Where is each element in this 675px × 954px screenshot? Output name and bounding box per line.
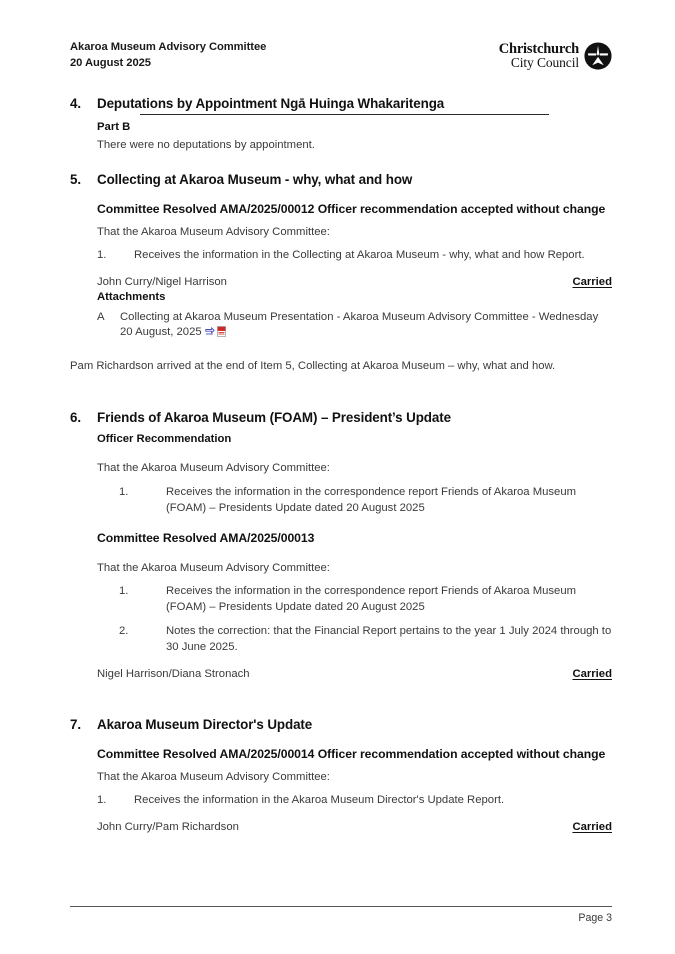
page-number: Page 3 [578,912,612,924]
christchurch-city-council-logo-icon [584,42,612,70]
spacer [70,682,612,716]
section-7-result-badge: Carried [572,820,612,833]
section-7-resolution-heading: Committee Resolved AMA/2025/00014 Officer recommendation accepted without change [97,747,606,762]
section-4-heading [70,95,612,113]
section-5-attachment-row [97,310,612,342]
section-6-heading [70,409,612,427]
logo-line-1: Christchurch [498,40,579,57]
section-6-title: Friends of Akaroa Museum (FOAM) – President’s Update [97,409,451,425]
document-content [70,84,612,835]
section-5-resolution-item [97,248,612,264]
spacer [70,341,612,359]
attachment-marker: A [97,310,105,323]
section-7-mover: John Curry/Pam Richardson [97,820,239,833]
section-6-resolution-heading: Committee Resolved AMA/2025/00013 [97,531,315,546]
section-4-body [97,120,612,153]
section-7 [70,716,612,835]
section-4-title: Deputations by Appointment Ngā Huinga Whakaritenga [97,96,445,111]
logo-wordmark [498,40,579,70]
resolution-item-text: Notes the correction: that the Financial Report pertains to the year 1 July 2024 through to 30 June 2025. [166,625,612,653]
section-7-mover-row [97,820,612,836]
section-5-body [97,201,612,341]
section-5-mover: John Curry/Nigel Harrison [97,275,227,288]
section-5-attachments-heading: Attachments [97,291,166,304]
resolution-item-marker: 2. [119,625,129,638]
section-6-number: 6. [70,409,81,425]
pdf-file-icon[interactable] [217,326,227,337]
section-6-recommendation-item [119,485,612,517]
attachment-text: Collecting at Akaroa Museum Presentation - Akaroa Museum Advisory Committee - Wednesday 20 August, 2025 [120,310,599,339]
section-5 [70,171,612,341]
section-6-resolution-item [119,584,612,616]
header-meeting-date: 20 August 2025 [70,56,151,69]
page-footer [70,906,612,925]
section-5-result-badge: Carried [572,275,612,288]
section-7-number: 7. [70,717,81,733]
link-arrow-icon[interactable] [205,326,215,341]
section-4-part-label: Part B [97,121,131,133]
page-header [70,40,612,84]
logo-line-2: City Council [510,55,579,70]
header-title-block [70,40,266,71]
section-5-mover-row [97,275,612,291]
section-4-text: There were no deputations by appointment. [97,138,315,151]
section-7-body [97,746,612,835]
resolution-item-marker: 1. [119,585,129,598]
section-6-officer-recommendation-heading: Officer Recommendation [97,432,232,445]
section-6-body [97,432,612,682]
section-4 [70,95,612,153]
header-committee-name: Akaroa Museum Advisory Committee [70,41,267,53]
section-6-resolution-item [119,624,612,656]
resolution-item-text: Receives the information in the correspondence report Friends of Akaroa Museum (FOAM) – Presidents Update dated 20 August 2025 [166,585,577,614]
section-5-resolution-heading: Committee Resolved AMA/2025/00012 Officer recommendation accepted without change [97,202,606,216]
section-6-resolution-lead-in: That the Akaroa Museum Advisory Committee: [97,561,330,574]
spacer [70,375,612,409]
recommendation-item-text: Receives the information in the correspondence report Friends of Akaroa Museum (FOAM) – Presidents Update dated 20 August 2025 [166,485,577,514]
section-5-heading [70,171,612,189]
section-7-lead-in: That the Akaroa Museum Advisory Committee: [97,770,330,783]
resolution-item-text: Receives the information in the Akaroa Museum Director's Update Report. [134,794,505,807]
resolution-item-marker: 1. [97,249,107,261]
section-5-title: Collecting at Akaroa Museum - why, what and how [97,172,413,187]
section-7-resolution-item [97,793,612,809]
interstitial-note: Pam Richardson arrived at the end of Item 5, Collecting at Akaroa Museum – why, what and how. [70,360,556,373]
section-7-heading [70,716,612,734]
section-6-lead-in: That the Akaroa Museum Advisory Committee: [97,462,330,475]
section-6-result-badge: Carried [572,667,612,680]
section-4-number: 4. [70,96,81,111]
section-7-title: Akaroa Museum Director's Update [97,717,313,733]
attachment-body [120,310,612,342]
section-6-mover-row [97,667,612,683]
resolution-item-marker: 1. [97,794,107,807]
resolution-item-text: Receives the information in the Collecting at Akaroa Museum - why, what and how Report. [134,249,585,261]
section-6-mover: Nigel Harrison/Diana Stronach [97,667,250,680]
section-5-number: 5. [70,172,81,187]
section-6 [70,409,612,682]
spacer [70,153,612,171]
recommendation-item-marker: 1. [119,485,129,498]
council-logo [499,42,612,70]
section-5-lead-in: That the Akaroa Museum Advisory Committee: [97,225,330,238]
